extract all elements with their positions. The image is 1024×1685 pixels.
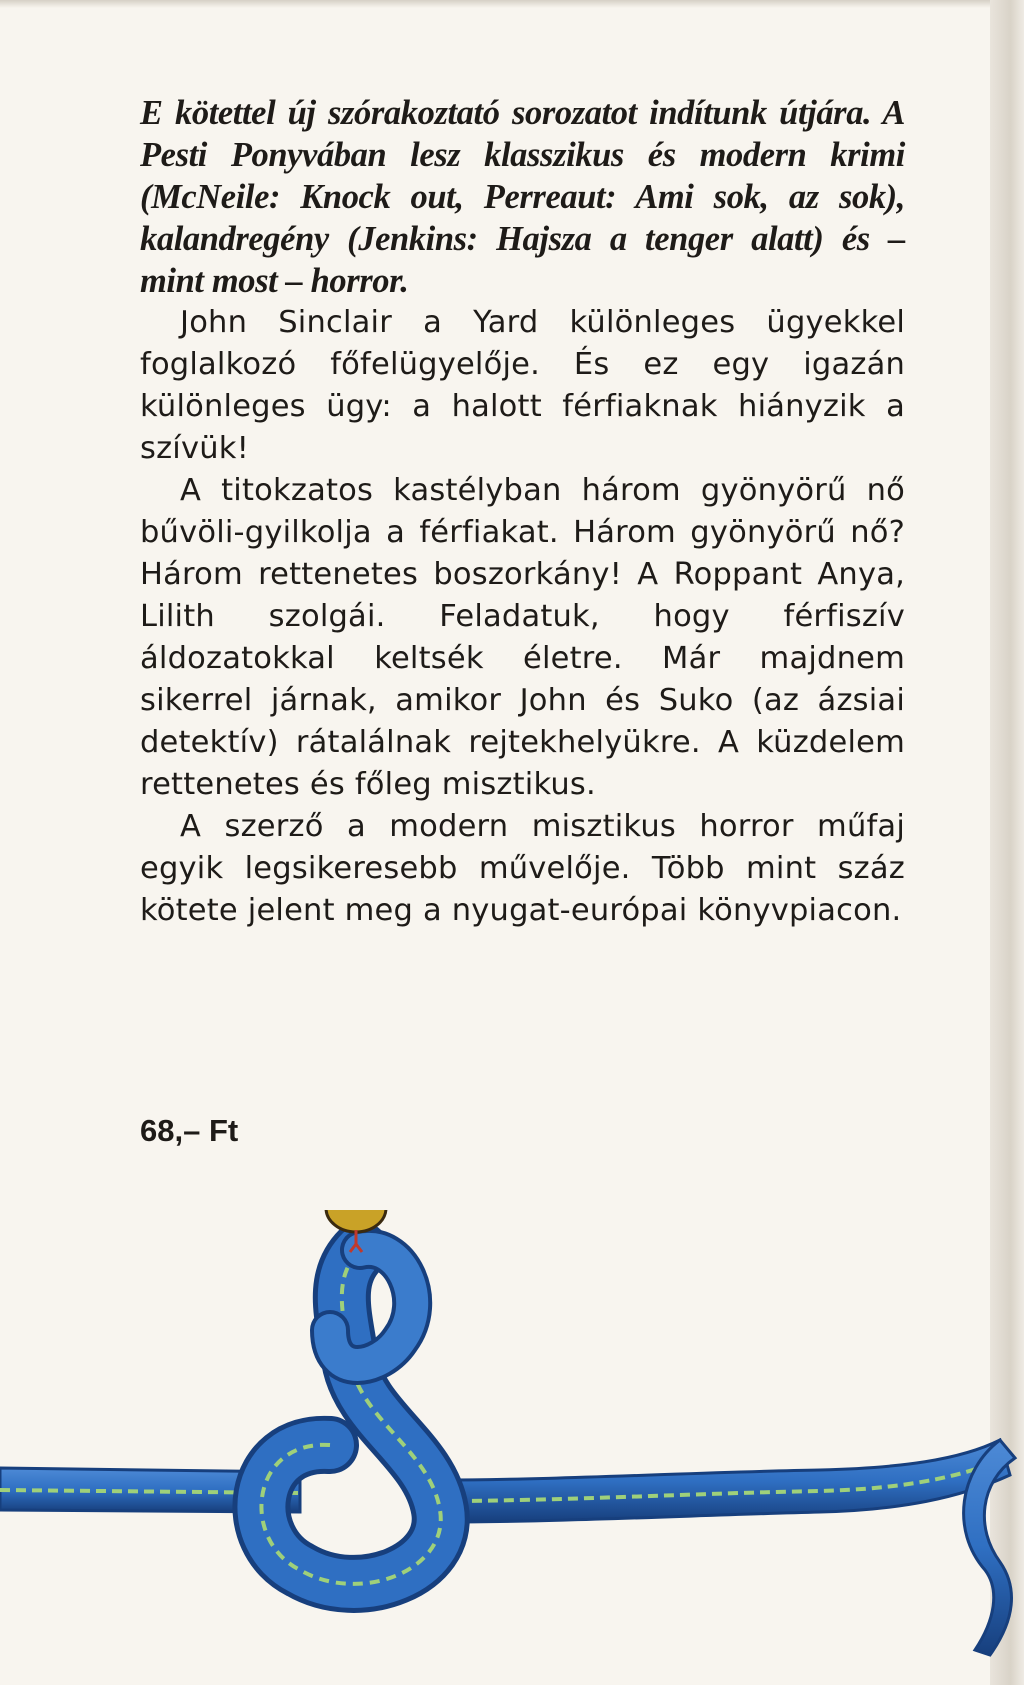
snake-illustration: [0, 1210, 1024, 1685]
blurb-paragraph-1: John Sinclair a Yard különleges ügyekkel foglalkozó főfelügyelője. És ez egy igazán különleges ügy: a halott férfiaknak hiányzik a szívük!: [140, 305, 905, 466]
series-intro: E kötettel új szórakoztató sorozatot indítunk útjára. A Pesti Ponyvában lesz klasszikus és modern krimi (McNeile: Knock out, Perreaut: Ami sok, az sok), kalandregény (Jenkins: Hajsza a tenger alatt) és – mint most – horror.: [140, 94, 905, 300]
blurb-paragraph-2: A titokzatos kastélyban három gyönyörű nő bűvöli-gyilkolja a férfiakat. Három gyönyörű nő? Három rettenetes boszorkány! A Roppant Anya, Lilith szolgái. Feladatuk, hogy férfiszív áldozatokkal keltsék életre. Már majdnem sikerrel járnak, amikor John és Suko (az ázsiai detektív) rátalálnak rejtekhelyükre. A küzdelem rettenetes és főleg misztikus.: [140, 473, 905, 802]
price: 68,– Ft: [140, 1113, 239, 1148]
top-edge: [0, 0, 1024, 8]
blurb: [140, 92, 905, 932]
blurb-paragraph-3: A szerző a modern misztikus horror műfaj egyik legsikeresebb művelője. Több mint száz kötete jelent meg a nyugat-európai könyvpiacon.: [140, 809, 905, 928]
